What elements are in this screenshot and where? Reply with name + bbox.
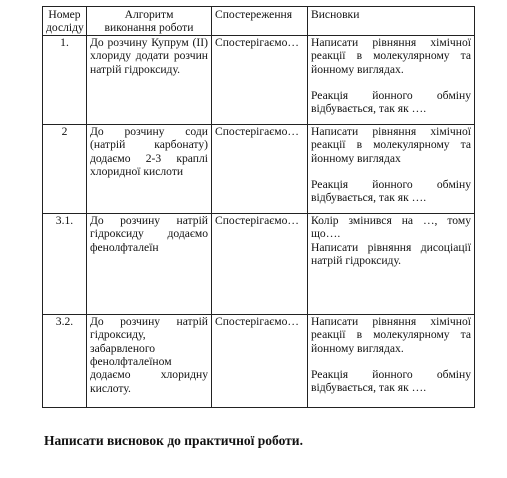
header-num-line1: Номер <box>48 8 81 21</box>
conclusion-equation-text: Написати рівняння хімічної реакції в молекулярному та йонному виглядах. <box>311 314 471 355</box>
conclusion-reaction-text: Реакція йонного обміну відбувається, так як …. <box>311 178 471 205</box>
conclusion-instruction: Написати висновок до практичної роботи. <box>44 433 303 448</box>
conclusion-dissociation-text: Написати рівняння дисоціації натрій гідроксиду. <box>311 240 471 268</box>
table-header-row <box>43 7 475 36</box>
algorithm-text-body: До розчину Купрум (ІІ) хлориду додати розчин натрій гідроксиду. <box>90 35 208 76</box>
algorithm-text-body: До розчину соди (натрій карбонату) додаємо 2-3 краплі хлоридної кислоти <box>90 124 208 179</box>
algorithm-text <box>87 213 212 314</box>
conclusions-cell <box>308 314 475 407</box>
table-row <box>43 314 475 407</box>
conclusion-reaction-text: Реакція йонного обміну відбувається, так як …. <box>311 368 471 395</box>
observation-text: Спостерігаємо… <box>212 314 308 407</box>
conclusions-cell <box>308 124 475 213</box>
header-observation: Спостереження <box>212 7 308 36</box>
experiment-number: 2 <box>43 124 87 213</box>
observation-text: Спостерігаємо… <box>212 124 308 213</box>
conclusion-color-text: Колір змінився на …, тому що…. <box>311 213 471 241</box>
header-experiment-number <box>43 7 87 36</box>
table-row <box>43 213 475 314</box>
observation-text: Спостерігаємо… <box>212 213 308 314</box>
conclusions-cell <box>308 35 475 124</box>
table-row <box>43 124 475 213</box>
experiment-number: 3.1. <box>43 213 87 314</box>
algorithm-text-body: До розчину натрій гідроксиду додаємо фенолфталеїн <box>90 213 208 254</box>
algorithm-text <box>87 124 212 213</box>
algorithm-text <box>87 314 212 407</box>
conclusion-equation-text: Написати рівняння хімічної реакції в молекулярному та йонному виглядах. <box>311 35 471 76</box>
header-conclusions: Висновки <box>308 7 475 36</box>
header-algo-line2: виконання роботи <box>104 21 194 35</box>
experiment-number: 3.2. <box>43 314 87 407</box>
conclusion-reaction-text: Реакція йонного обміну відбувається, так як …. <box>311 89 471 116</box>
lab-work-table <box>42 6 475 408</box>
table-row <box>43 35 475 124</box>
header-algorithm <box>87 7 212 36</box>
conclusions-cell <box>308 213 475 314</box>
experiment-number: 1. <box>43 35 87 124</box>
conclusion-equation-text: Написати рівняння хімічної реакції в молекулярному та йонному виглядах <box>311 124 471 165</box>
observation-text: Спостерігаємо… <box>212 35 308 124</box>
header-num-line2: досліду <box>46 21 84 35</box>
algorithm-text-body: До розчину натрій гідроксиду, забарвленого фенолфталеїном додаємо хлоридну кислоту. <box>90 314 208 395</box>
algorithm-text <box>87 35 212 124</box>
header-algo-line1: Алгоритм <box>124 8 174 21</box>
